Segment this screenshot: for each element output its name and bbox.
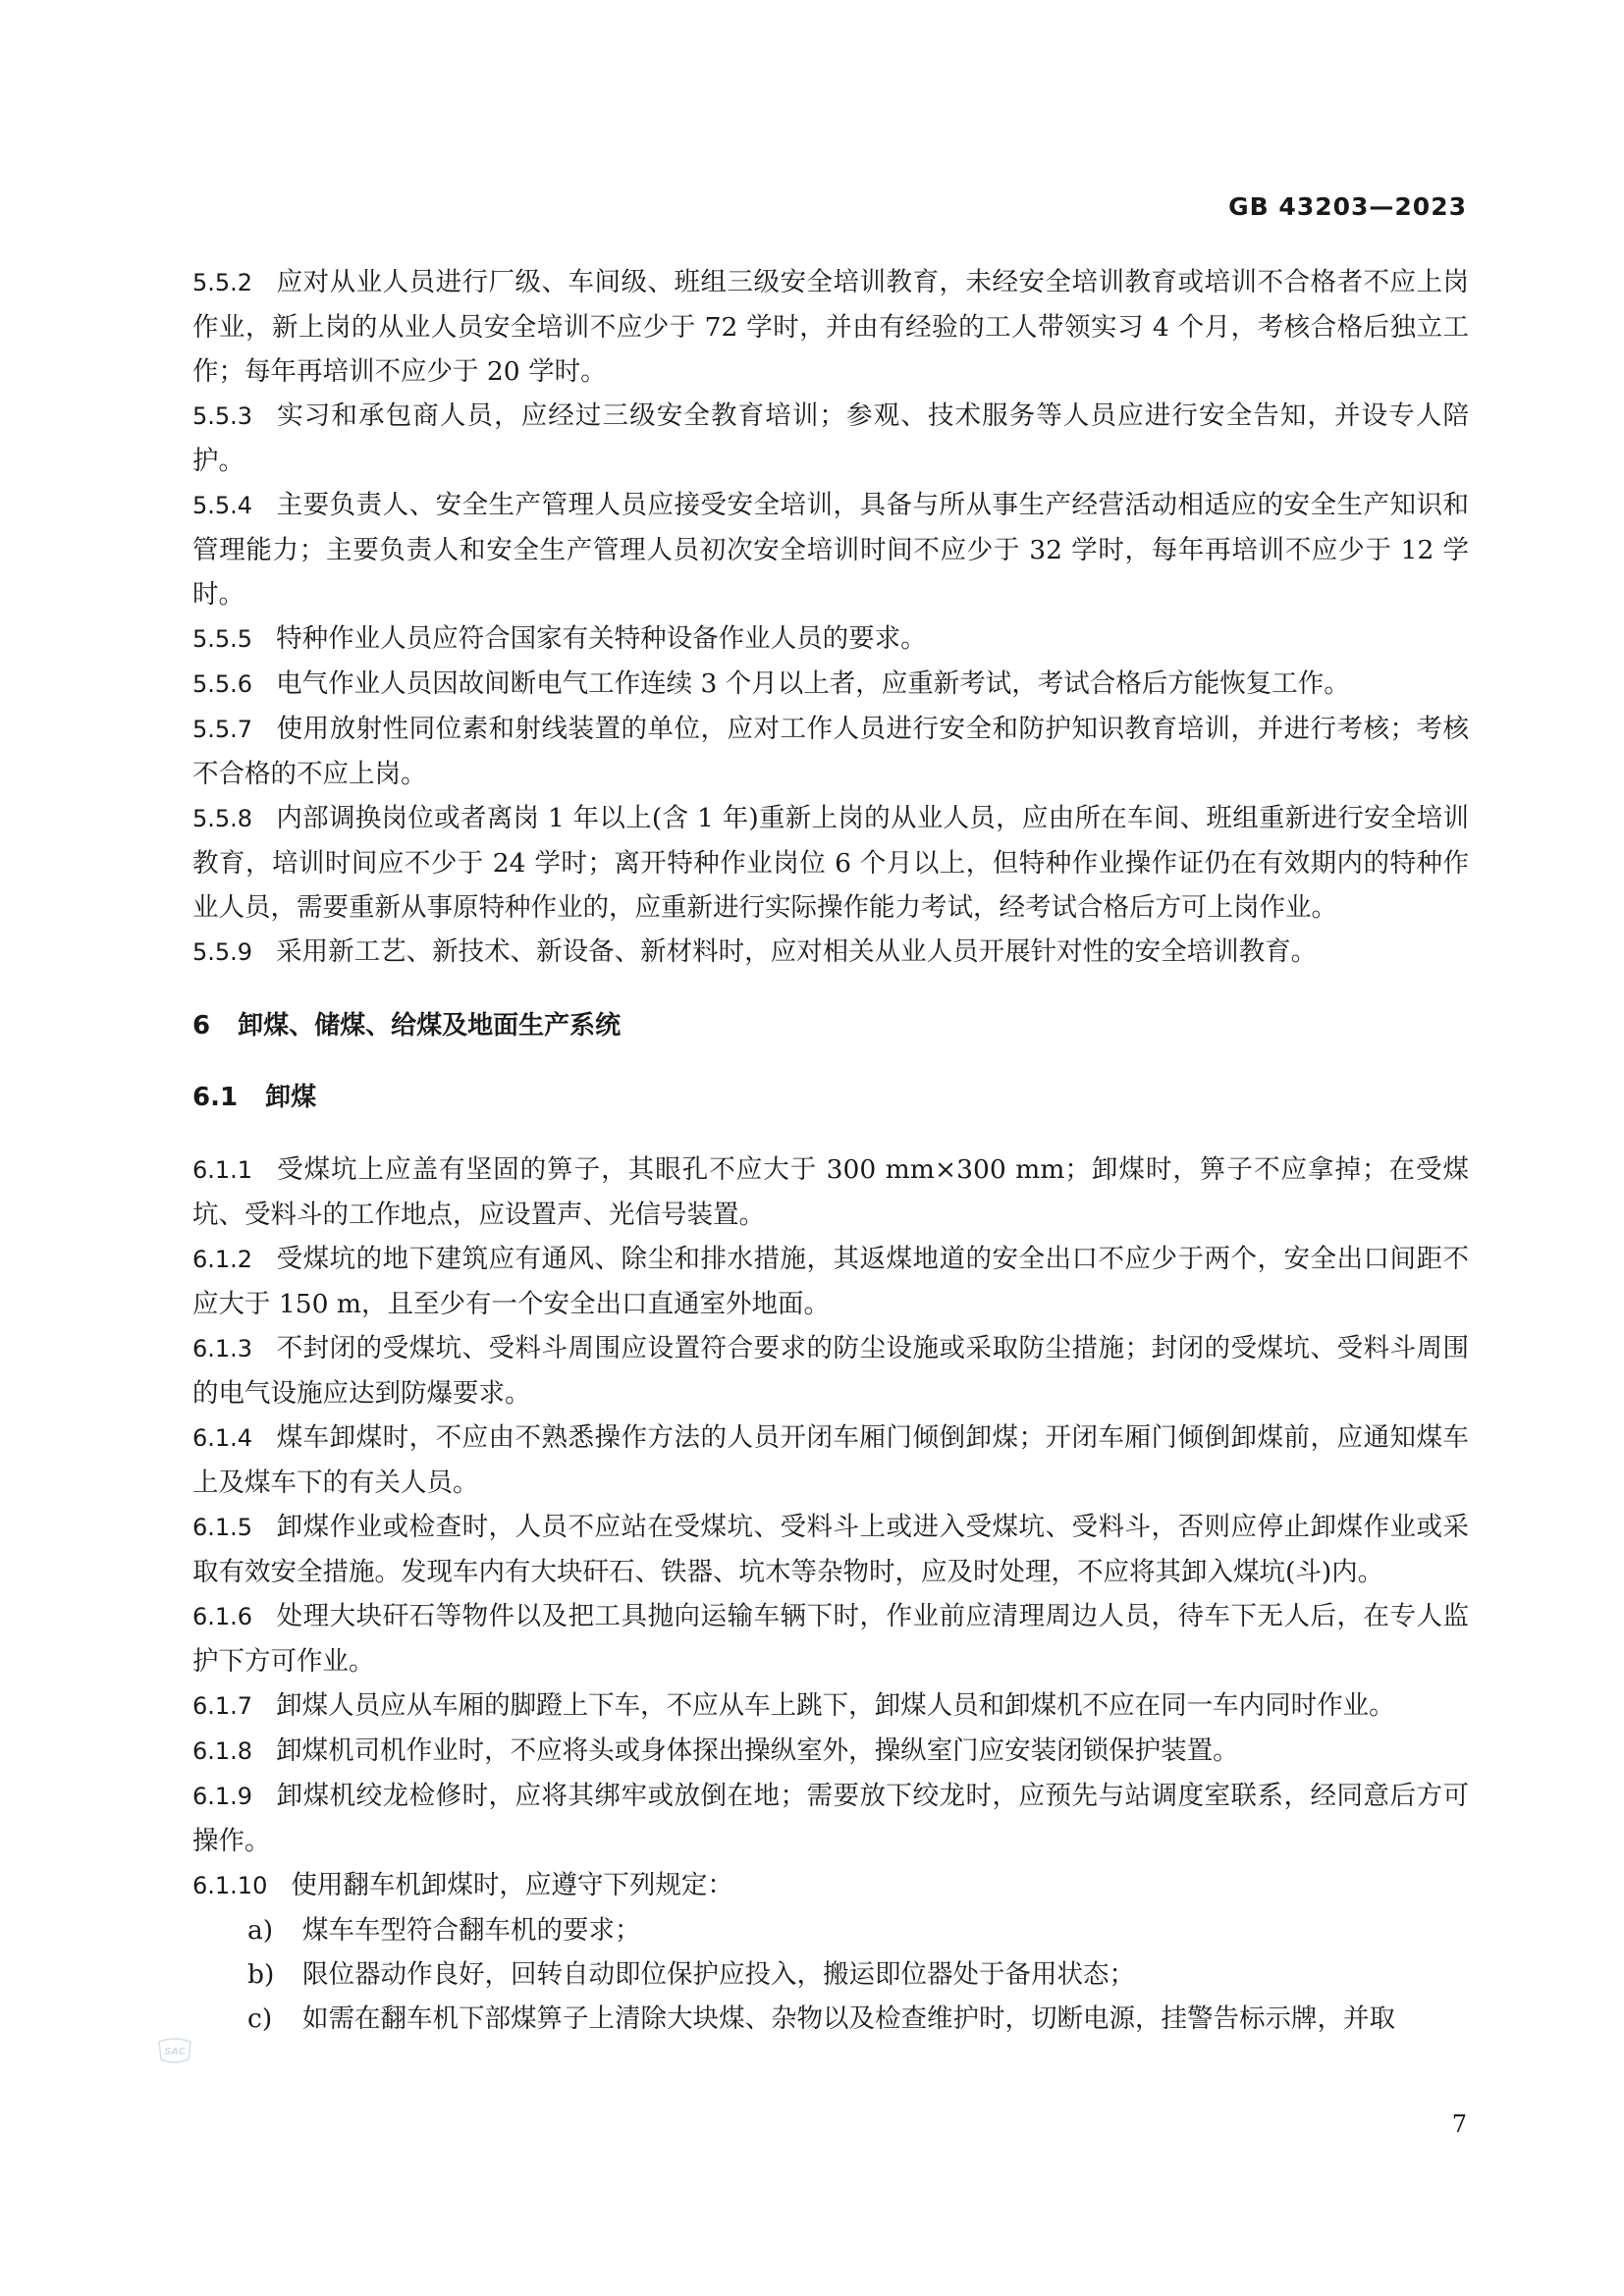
clause-number: 6.1.4	[192, 1424, 253, 1452]
clause-text: 使用翻车机卸煤时，应遵守下列规定：	[291, 1870, 733, 1900]
svg-text:SAC: SAC	[164, 2047, 186, 2057]
clause	[192, 1415, 1469, 1505]
sac-watermark-logo	[155, 2036, 194, 2065]
clause-number: 5.5.8	[192, 805, 253, 832]
clause-number: 5.5.4	[192, 492, 253, 519]
clause-text: 卸煤作业或检查时，人员不应站在受煤坑、受料斗上或进入受煤坑、受料斗，否则应停止卸煤作业或采取有效安全措施。发现车内有大块矸石、铁器、坑木等杂物时，应及时处理，不应将其卸入煤坑(斗)内。	[192, 1512, 1469, 1587]
clause	[192, 796, 1469, 930]
list-item-label: b)	[247, 1959, 275, 1990]
section-title: 卸煤、储煤、给煤及地面生产系统	[238, 1011, 622, 1041]
clause	[192, 1148, 1469, 1237]
clause-text: 卸煤机绞龙检修时，应将其绑牢或放倒在地；需要放下绞龙时，应预先与站调度室联系，经同意后方可操作。	[192, 1781, 1469, 1856]
list-item	[192, 1952, 1469, 1997]
page-number: 7	[1451, 2110, 1467, 2138]
clause	[192, 707, 1469, 796]
clause	[192, 1863, 1469, 1908]
clause	[192, 1594, 1469, 1683]
list-item	[192, 1997, 1469, 2041]
list-item-text: 限位器动作良好，回转自动即位保护应投入，搬运即位器处于备用状态；	[302, 1959, 1135, 1990]
clause-number: 6.1.9	[192, 1783, 253, 1810]
clause	[192, 930, 1469, 975]
clause	[192, 1505, 1469, 1594]
clause	[192, 394, 1469, 483]
clause	[192, 1774, 1469, 1863]
clause-number: 6.1.8	[192, 1737, 253, 1765]
clause-text: 电气作业人员因故间断电气工作连续 3 个月以上者，应重新考试，考试合格后方能恢复工作。	[276, 668, 1350, 699]
clause-number: 6.1.1	[192, 1156, 253, 1184]
subsection-heading	[192, 1076, 1469, 1120]
clause-number: 5.5.9	[192, 938, 253, 966]
clause	[192, 1683, 1469, 1729]
clause-text: 实习和承包商人员，应经过三级安全教育培训；参观、技术服务等人员应进行安全告知，并设专人陪护。	[192, 400, 1469, 476]
document-body	[192, 260, 1469, 2041]
clause	[192, 483, 1469, 616]
clause-group-6-1	[192, 1148, 1469, 1908]
clause-number: 5.5.6	[192, 670, 253, 698]
clause-number: 6.1.2	[192, 1246, 253, 1273]
clause-number: 6.1.5	[192, 1514, 253, 1541]
clause-number: 5.5.7	[192, 716, 253, 743]
section-number: 6	[192, 1011, 211, 1041]
list-item-label: a)	[247, 1915, 274, 1946]
clause	[192, 1326, 1469, 1415]
clause-text: 采用新工艺、新技术、新设备、新材料时，应对相关从业人员开展针对性的安全培训教育。	[276, 936, 1318, 967]
clause-text: 内部调换岗位或者离岗 1 年以上(含 1 年)重新上岗的从业人员，应由所在车间、班组重新进行安全培训教育，培训时间应不少于 24 学时；离开特种作业岗位 6 个月以上，但特种作业操作证仍在有效期内的特种作业人员，需要重新从事原特种作业的，应重新进行实际操作能力考试，经考试合格后方可上岗作业。	[192, 803, 1469, 923]
clause	[192, 260, 1469, 394]
clause-text: 特种作业人员应符合国家有关特种设备作业人员的要求。	[276, 623, 927, 654]
clause-number: 6.1.6	[192, 1603, 253, 1630]
requirement-list	[192, 1908, 1469, 2041]
clause-text: 处理大块矸石等物件以及把工具抛向运输车辆下时，作业前应清理周边人员，待车下无人后，在专人监护下方可作业。	[192, 1601, 1469, 1677]
clause-text: 卸煤人员应从车厢的脚蹬上下车，不应从车上跳下，卸煤人员和卸煤机不应在同一车内同时作业。	[276, 1690, 1395, 1721]
clause-number: 5.5.3	[192, 402, 253, 430]
list-item-text: 煤车车型符合翻车机的要求；	[302, 1915, 641, 1946]
list-item-label: c)	[247, 2003, 273, 2034]
clause-text: 卸煤机司机作业时，不应将头或身体探出操纵室外，操纵室门应安装闭锁保护装置。	[276, 1735, 1239, 1766]
clause	[192, 1729, 1469, 1774]
clause-text: 使用放射性同位素和射线装置的单位，应对工作人员进行安全和防护知识教育培训，并进行考核；考核不合格的不应上岗。	[192, 714, 1469, 789]
clause-number: 5.5.2	[192, 269, 253, 296]
subsection-title: 卸煤	[265, 1083, 317, 1112]
list-item	[192, 1908, 1469, 1952]
standard-code: GB 43203—2023	[1228, 192, 1467, 221]
clause-text: 主要负责人、安全生产管理人员应接受安全培训，具备与所从事生产经营活动相适应的安全生产知识和管理能力；主要负责人和安全生产管理人员初次安全培训时间不应少于 32 学时，每年再培训不应少于 12 学时。	[192, 490, 1469, 610]
subsection-number: 6.1	[192, 1083, 239, 1112]
clause-number: 6.1.3	[192, 1335, 253, 1362]
section-heading	[192, 1004, 1469, 1048]
clause-group-5-5	[192, 260, 1469, 975]
clause-text: 煤车卸煤时，不应由不熟悉操作方法的人员开闭车厢门倾倒卸煤；开闭车厢门倾倒卸煤前，应通知煤车上及煤车下的有关人员。	[192, 1422, 1469, 1498]
list-item-text: 如需在翻车机下部煤箅子上清除大块煤、杂物以及检查维护时，切断电源，挂警告标示牌，并取	[302, 2003, 1395, 2034]
clause-number: 6.1.7	[192, 1692, 253, 1720]
clause	[192, 1237, 1469, 1326]
clause-text: 受煤坑的地下建筑应有通风、除尘和排水措施，其返煤地道的安全出口不应少于两个，安全出口间距不应大于 150 m，且至少有一个安全出口直通室外地面。	[192, 1244, 1469, 1319]
clause-text: 不封闭的受煤坑、受料斗周围应设置符合要求的防尘设施或采取防尘措施；封闭的受煤坑、受料斗周围的电气设施应达到防爆要求。	[192, 1333, 1469, 1409]
clause	[192, 616, 1469, 662]
clause-text: 应对从业人员进行厂级、车间级、班组三级安全培训教育，未经安全培训教育或培训不合格者不应上岗作业，新上岗的从业人员安全培训不应少于 72 学时，并由有经验的工人带领实习 4 个月，考核合格后独立工作；每年再培训不应少于 20 学时。	[192, 267, 1469, 387]
clause	[192, 662, 1469, 707]
clause-number: 6.1.10	[192, 1872, 268, 1899]
clause-text: 受煤坑上应盖有坚固的箅子，其眼孔不应大于 300 mm×300 mm；卸煤时，箅子不应拿掉；在受煤坑、受料斗的工作地点，应设置声、光信号装置。	[192, 1154, 1469, 1230]
clause-number: 5.5.5	[192, 625, 253, 653]
